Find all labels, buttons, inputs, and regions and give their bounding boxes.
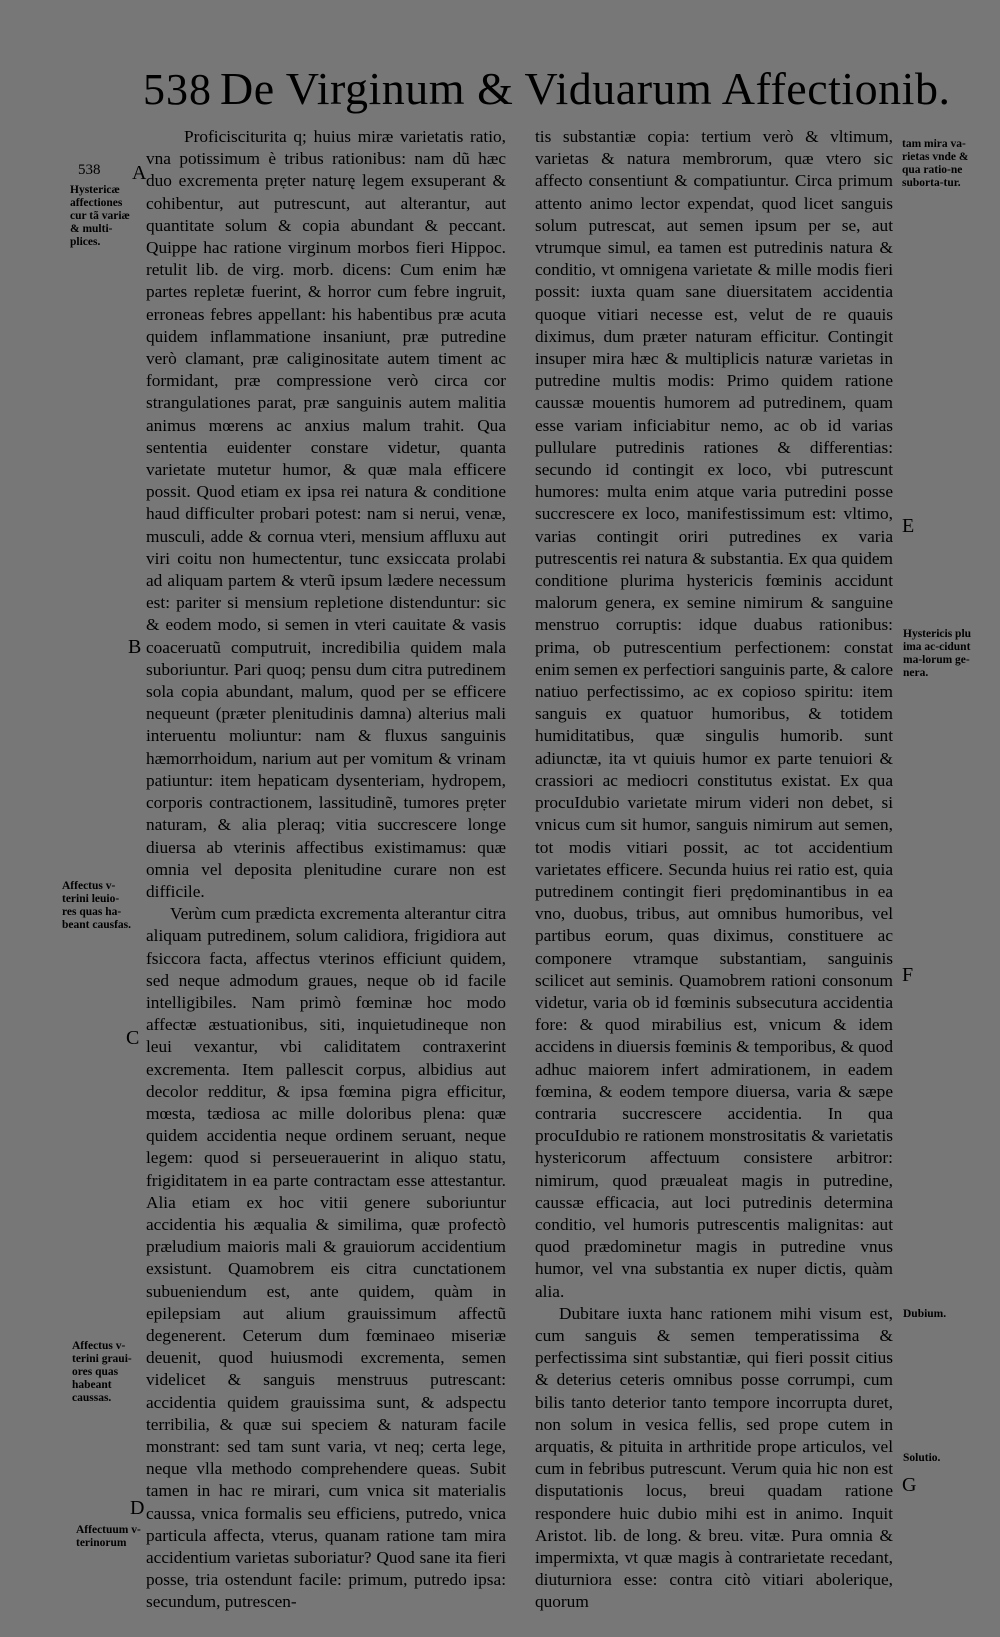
paragraph: Dubitare iuxta hanc rationem mihi visum est, cum sanguis & semen temperatissima & perfectissima sint substantiæ, qui fieri possit citius & deterius ceteris omnibus posse corrumpi, cum bilis tanto deterior tanto tempore incorrupta duret, non solum in vesica fellis, sed prope cutem in arquatis, & pituita in arthritide prope articulos, vel cum in febribus putrescunt. Verum quia hic non est disputationis locus, breui quadam ratione respondere huic dubio mihi est in animo. Inquit Aristot. lib. de long. & breu. vitæ. Pura omnia & impermixta, vt quæ magis à contrarietate recedant, diuturniora esse: contra citò vitiari abolerique, quorum: [535, 1303, 893, 1612]
paragraph: Verùm cum prædicta excrementa alterantur citra aliquam putredinem, solum calidiora, frigidiora aut fsiccora facta, affectus vterinos efficiunt quidem, sed neque admodum graues, neque ob id facile intelligibiles. Nam primò fœminæ hoc modo affectæ æstuationibus, siti, inquietudineque non leui vexantur, vbi caliditatem contraxerint excrementa. Item pallescit corpus, albidius aut decolor redditur, & ipsa fœmina pigra efficitur, mœsta, tædiosa ac mille doloribus plena: quæ quidem accidentia neque ordinem seruant, neque legem: quod si perseuerauerint in aliquo statu, frigiditatem in ea parte contractam esse attestantur. Alia etiam ex hoc vitii genere suboriuntur accidentia his æqualia & similima, quæ profectò præludium maioris mali & grauiorum accidentium exsistunt. Quamobrem eis citra cunctationem subueniendum est, ante quidem, quàm in epilepsiam aut alium grauissimum affectũ degenerent. Ceterum dum fœminaeo miseriæ deuenit, quod huiusmodi excrementa, semen videlicet & sanguis menstruus putrescant: accidentia quidem grauissima sunt, & adspectu terribilia, & quæ sui speciem & naturam facile monstrant: sed tam sunt varia, vt neq; certa lege, neque vlla methodo comprehendere queas. Subit tamen in hac re mirari, cum vnica sit materialis caussa, vnica formalis seu efficiens, putredo, vnica particula affecta, vterus, quanam ratione tam mira accidentium varietas suboriatur? Quod sane ita fieri posse, tria ostendunt facile: primum, putredo ipsa: secundum, putrescen-: [146, 904, 506, 1612]
section-mark-b: B: [128, 636, 142, 658]
side-note-variety-origin: tam mira va-rietas vnde & qua ratio-ne suborta-tur.: [902, 138, 969, 189]
section-mark-e: E: [902, 515, 915, 537]
side-note-lighter-affections: Affectus v-terini leuio-res quas ha-beant causfas.: [62, 880, 132, 931]
paragraph: Proficisciturita q; huius miræ varietatis ratio, vna potissimum è tribus rationibus: nam dũ hæc duo excrementa prẹter naturę legem exsuperant & cohibentur, aut putrescunt, aut alterantur, aut quantitate solum & copia abundant & peccant. Quippe hac ratione virginum morbos fieri Hippoc. retulit lib. de virg. morb. dicens: Cum enim hæ partes repletæ fuerint, & horror cum febre ingruit, erroneas febres appellant: his habentibus præ acuta quidem inflammatione insaniunt, præ putredine verò clamant, præ caliginositate autem timent ac formidant, præ compressione verò circa cor strangulationes parat, præ sanguinis autem malitia animus mœrens ac anxius malum trahit. Qua sententia euidenter constare videtur, quanta varietate mutetur humor, & quæ mala efficere possit. Quod etiam ex ipsa rei natura & conditione haud difficulter probari potest: nam si nerui, venæ, musculi, adde & cornua vteri, mensium affluxu aut viri coitu non humectentur, tunc exsiccata prolabi ad aliquam partem & vterũ ipsum lædere necessum est: pariter si mensium repletione distenduntur: sic & eodem modo, si semen in vteri cauitate & vasis coaceruatũ computruit, incredibilia quidem mala suboriuntur. Pari quoq; pensu dum citra putredinem sola copia abundant, malum, quod per se efficere nequeunt (præter plenitudinis damna) alterius mali interuentu moliuntur: nam & fluxus sanguinis hæmorrhoidum, narium aut per vomitum & vrinam patiuntur: item hepaticam dysenteriam, hydropem, corporis contractionem, lassitudinẽ, tumores prẹter naturam, & alia pleraq; vitia succrescere longe diuersa ab vterinis affectibus existimamus: quæ omnia vel deposita plenitudine curare non est difficile.: [146, 127, 506, 901]
section-mark-c: C: [126, 1027, 140, 1049]
right-text-column: [535, 126, 893, 1614]
paragraph: tis substantiæ copia: tertium verò & vltimum, varietas & natura membrorum, quæ vtero sic affecto consentiunt & compatiuntur. Circa primum attento animo lector expendat, quod licet sanguis solum putrescat, aut semen ipsum per se, aut vtrumque simul, ea tamen est putredinis natura & conditio, vt omnigena varietate & mille modis fieri possit: iuxta quam sane diuersitatem accidentia quoque vitiari necesse est, velut de re quauis diximus, dum præter naturam efficitur. Contingit insuper mira hæc & multiplicis naturæ varietas in putredine multis modis: Primo quidem ratione caussæ mouentis humorem ad putredinem, quam esse variam inficiabitur nemo, ac ob id varias pullulare putredinis rationes & differentias: secundo id contingit ex loco, vbi putrescunt humores: multa enim atque varia putredini posse succrescere ex loco, manifestissimum est: vltimo, varias contingit oriri putredines ex varia putrescentis rei natura & substantia. Ex qua quidem conditione plurima hystericis fœminis accidunt malorum genera, ex semine nimirum & sanguine menstruo corruptis: idque duabus rationibus: prima, ob putrescentium perfectionem: constat enim semen ex perfectiori sanguinis parte, & calore natiuo perfectissimo, ac ex copioso spiritu: item sanguis ex quatuor humoribus, & totidem humiditatibus, quæ singulis humorib. sunt adiunctæ, ita vt quiuis humor ex parte tenuiori & crassiori ac mediocri constitutus existat. Ex qua procuIdubio varietate mirum videri non debet, si vnicus cum sit humor, sanguis nimirum aut semen, tot modis vitiari possit, ac tot accidentium varietates efficere. Secunda huius rei ratio est, quia putredinem contingit fieri prędominantibus in ea vno, duobus, tribus, aut omnibus humoribus, vel partibus eorum, quas diximus, constituere ac componere vtramque substantiam, sanguinis scilicet aut seminis. Quamobrem rationi consonum videtur, varia ob id fœminis subsecutura accidentia fore: & quod mirabilius est, vnicum & idem accidens in diuersis fœminis & temporibus, & quod adhuc maiorem infert admirationem, in eadem fœmina, & eodem tempore diuersa, varia & sæpe contraria succrescere accidentia. In qua procuIdubio re rationem monstrositatis & varietatis hystericorum affectuum consistere arbitror: nimirum, quod præualeat magis in putredine, caussæ efficacia, aut loci putredinis determina conditio, vel humoris putrescentis malignitas: aut quod prædominetur magis in putredine vnus humor, vel vna substantia ex nuper dictis, quàm alia.: [535, 127, 893, 1301]
side-note-solutio: Solutio.: [903, 1452, 941, 1464]
page-number: 538: [143, 65, 212, 114]
side-note-uterine-affections: Affectuum v-terinorum: [76, 1524, 141, 1549]
section-mark-a: A: [132, 162, 147, 184]
section-mark-g: G: [902, 1474, 917, 1496]
margin-folio-number: 538: [78, 162, 101, 178]
side-note-hysteric-affections: Hystericæ affectiones cur tã variæ & multi-plices.: [70, 184, 130, 248]
side-note-graver-affections: Affectus v-terini graui-ores quas habeant caussas.: [72, 1340, 132, 1404]
section-mark-f: F: [902, 964, 914, 986]
side-note-many-evils: Hystericis plu ima ac-cidunt ma-lorum ge-nera.: [903, 628, 972, 679]
left-text-column: [146, 126, 506, 1614]
side-note-dubium: Dubium.: [903, 1308, 947, 1320]
section-mark-d: D: [130, 1497, 145, 1519]
running-title: De Virginum & Viduarum Affectionib.: [220, 63, 951, 114]
